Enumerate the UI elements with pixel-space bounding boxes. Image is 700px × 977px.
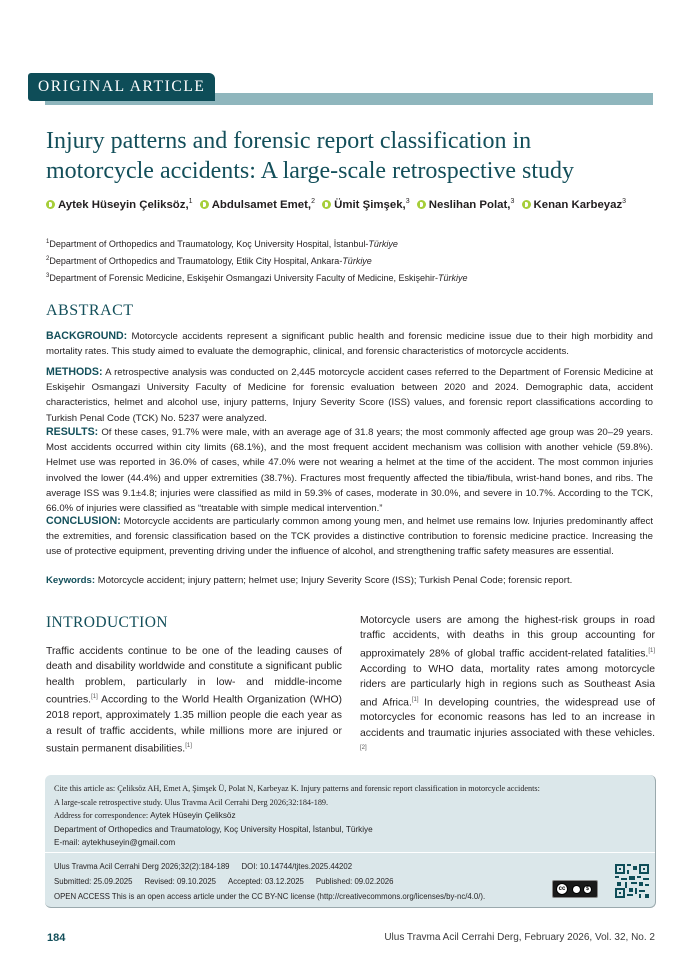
citation-ref[interactable]: [1] <box>411 696 419 703</box>
email-link[interactable]: E-mail: aytekhuseyin@gmail.com <box>54 838 176 847</box>
submitted-date: Submitted: 25.09.2025 <box>54 877 133 886</box>
keywords: Keywords: Motorcycle accident; injury pattern; helmet use; Injury Severity Score (ISS); Turkish Penal Code; forensic report. <box>46 575 573 586</box>
by-icon <box>572 885 581 894</box>
qr-code-icon[interactable] <box>615 864 649 898</box>
citation-ref[interactable]: [1] <box>648 647 655 654</box>
intro-column-left: Traffic accidents continue to be one of the leading causes of death and disability worldwide and constitute a significant public health problem, particularly in low- and middle-income countries.[1] According to the World Health Organization (WHO) 2018 report, approximately 1.35 million people die each year as a result of traffic accidents, while millions more are injured or sustain permanent disabilities.[1] <box>46 646 342 755</box>
correspondence-dept: Department of Orthopedics and Traumatology, Koç University Hospital, İstanbul, Türkiye <box>54 824 373 834</box>
introduction-heading: INTRODUCTION <box>46 614 168 631</box>
title-line-1: Injury patterns and forensic report classification in <box>46 128 532 154</box>
abstract-background: BACKGROUND: Motorcycle accidents represent a significant public health and forensic medicine issue due to their high morbidity and mortality rates. This study aimed to evaluate the demographic, clinical, and forensic characteristics of motorcycle accidents. <box>46 330 653 358</box>
title-line-2: motorcycle accidents: A large-scale retrospective study <box>46 158 575 184</box>
orcid-icon[interactable] <box>46 200 55 209</box>
citation-ref[interactable]: [1] <box>185 742 192 749</box>
orcid-icon[interactable] <box>417 200 426 209</box>
author[interactable]: Aytek Hüseyin Çeliksöz,$^1$ <box>46 199 193 211</box>
affiliation: $^2$Department of Orthopedics and Traumatology, Etlik City Hospital, Ankara-Türkiye <box>46 256 372 266</box>
nc-icon: $ <box>583 885 592 894</box>
orcid-icon[interactable] <box>522 200 531 209</box>
accepted-date: Accepted: 03.12.2025 <box>228 877 304 886</box>
author[interactable]: Kenan Karbeyaz$^3$ <box>522 199 627 211</box>
orcid-icon[interactable] <box>322 200 331 209</box>
open-access-notice[interactable]: OPEN ACCESS This is an open access article under the CC BY-NC license (http://creativecommons.org/licenses/by-nc/4.0/). <box>54 892 486 901</box>
running-head: Ulus Travma Acil Cerrahi Derg, February 2026, Vol. 32, No. 2 <box>384 932 655 943</box>
section-label: ORIGINAL ARTICLE <box>28 73 215 101</box>
author[interactable]: Neslihan Polat,$^3$ <box>417 199 515 211</box>
orcid-icon[interactable] <box>200 200 209 209</box>
publication-meta <box>54 859 485 904</box>
affiliation: $^1$Department of Orthopedics and Traumatology, Koç University Hospital, İstanbul-Türkiye <box>46 239 398 249</box>
abstract-conclusion: CONCLUSION: Motorcycle accidents are particularly common among young men, and helmet use remains low. Injuries predominantly affect the extremities, and forensic classification based on the TCK provides a distinctive contribution to forensic medicine practice. Increasing the use of protective equipment, preventing driving under the influence of alcohol, and strengthening traffic safety measures are essential. <box>46 515 653 558</box>
author[interactable]: Ümit Şimşek,$^3$ <box>322 199 409 211</box>
affiliations <box>46 235 666 286</box>
abstract-heading: ABSTRACT <box>46 302 134 319</box>
cite-line-1: Cite this article as: Çeliksöz AH, Emet A, Şimşek Ü, Polat N, Karbeyaz K. Injury patterns and forensic report classification in motorcycle accidents: <box>54 784 540 793</box>
revised-date: Revised: 09.10.2025 <box>144 877 216 886</box>
author[interactable]: Abdulsamet Emet,$^2$ <box>200 199 315 211</box>
article-title <box>46 126 656 186</box>
affiliation: $^3$Department of Forensic Medicine, Eskişehir Osmangazi University Faculty of Medicine, Eskişehir-Türkiye <box>46 273 468 283</box>
published-date: Published: 09.02.2026 <box>315 877 394 886</box>
cc-icon: cc <box>556 883 568 895</box>
journal-ref: Ulus Travma Acil Cerrahi Derg 2026;32(2):184-189 <box>54 862 230 871</box>
cite-line-2: A large-scale retrospective study. Ulus Travma Acil Cerrahi Derg 2026;32:184-189. <box>54 797 329 807</box>
citation-ref[interactable]: [1] <box>91 694 98 701</box>
cc-by-nc-icon[interactable] <box>552 880 598 898</box>
author-list <box>46 198 666 211</box>
doi-link[interactable]: DOI: 10.14744/tjtes.2025.44202 <box>241 862 353 871</box>
divider <box>45 852 655 853</box>
citation-box <box>45 775 656 908</box>
correspondence: Address for correspondence: Aytek Hüseyin Çeliksöz <box>54 811 236 820</box>
intro-column-right: Motorcycle users are among the highest-risk groups in road traffic accidents, with deaths in this group accounting for approximately 28% of global traffic accident-related fatalities.[1] According to WHO data, mortality rates among motorcycle riders are particularly high in regions such as Southeast Asia and Africa.[1] In developing countries, the widespread use of motorcycles for economic reasons has led to an increase in accidents and traumatic injuries associated with these vehicles.[2] <box>360 615 655 752</box>
citation-ref[interactable]: [2] <box>360 745 367 752</box>
citation-info <box>54 782 644 850</box>
abstract-results: RESULTS: Of these cases, 91.7% were male, with an average age of 31.8 years; the most commonly affected age group was 20–29 years. Most accidents occurred within city limits (68.1%), and the most frequent accident mechanism was collision with another vehicle (59.8%). Helmet use was reported in 36.0% of cases, while 47.0% were not wearing a helmet at the time of the accident. The most common injuries involved the lower (44.4%) and upper extremities (38.7%). Fractures most frequently affected the tibia/fibula, wrist-hand bones, and ribs. The average ISS was 9.1±4.8; injuries were classified as mild in 59.3% of cases, moderate in 30.0%, and severe in 10.7%. According to the TCK, 66.0% of injuries were classified as “treatable with simple medical intervention.” <box>46 426 653 515</box>
abstract-methods: METHODS: A retrospective analysis was conducted on 2,445 motorcycle accident cases referred to the Department of Forensic Medicine at Eskişehir Osmangazi University Faculty of Medicine for forensic evaluation between 2020 and 2024. Demographic data, accident characteristics, helmet and alcohol use, injury patterns, Injury Severity Score (ISS) values, and forensic report classifications according to Turkish Penal Code (TCK) No. 5237 were analyzed. <box>46 366 653 424</box>
page-number: 184 <box>47 932 66 944</box>
